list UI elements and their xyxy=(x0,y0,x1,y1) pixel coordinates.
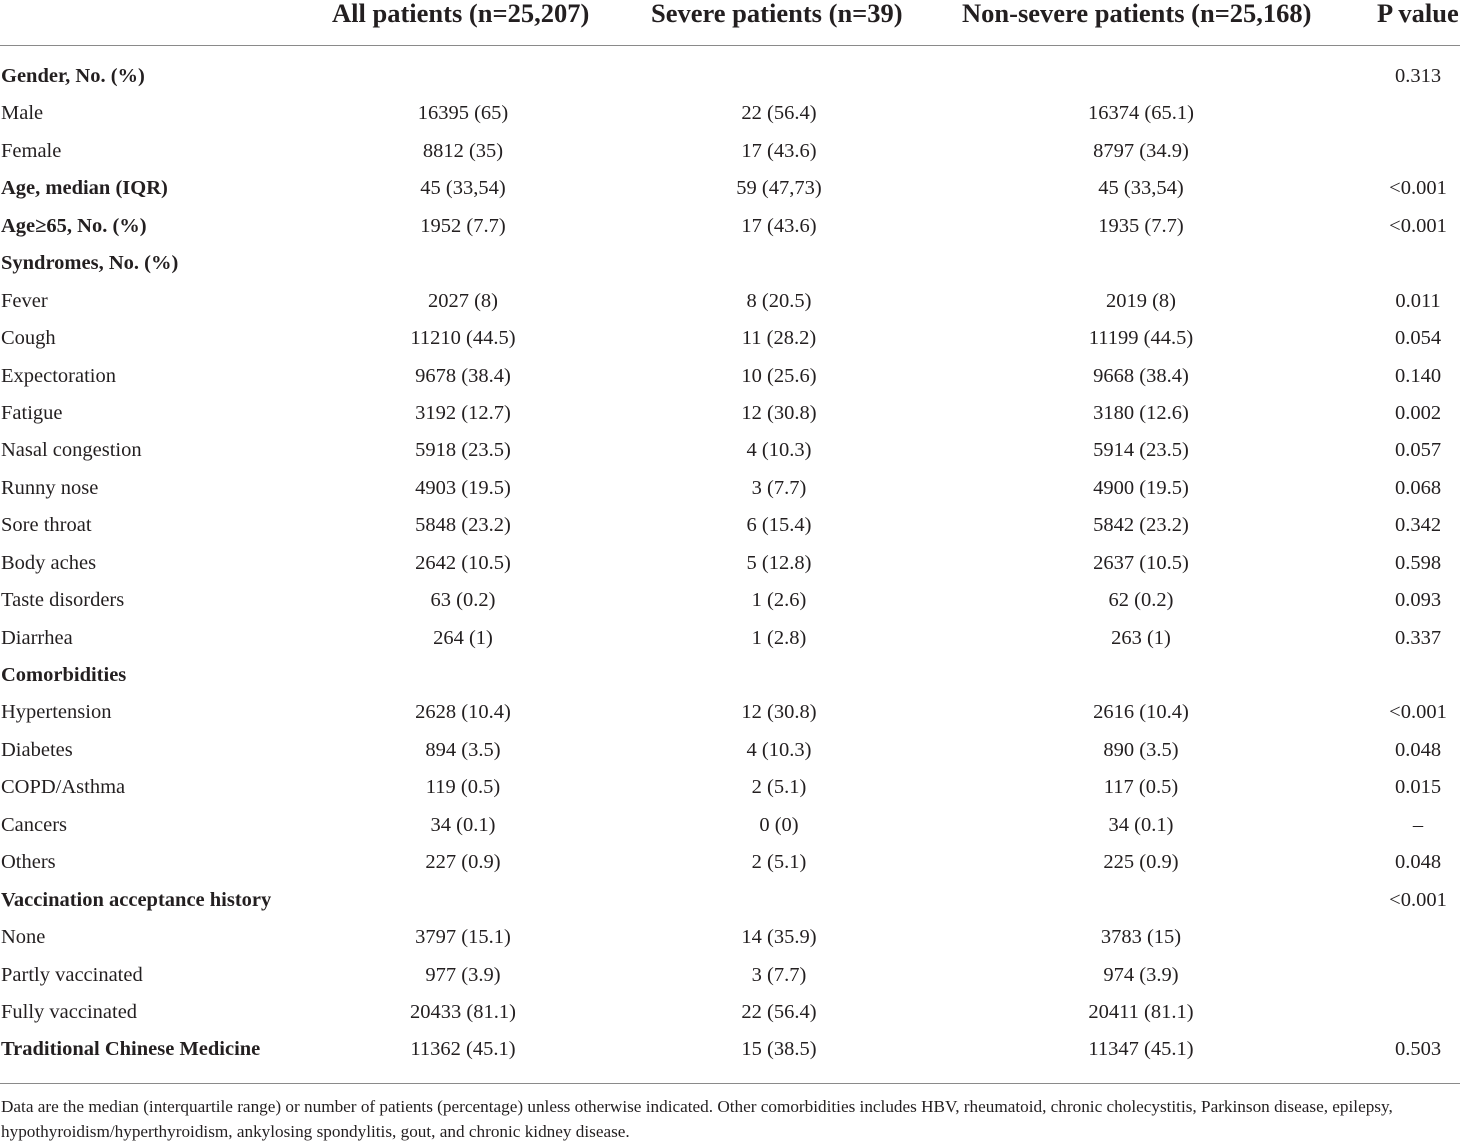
cell-non-severe-patients: 4900 (19.5) xyxy=(1093,476,1189,499)
cell-severe-patients: 22 (56.4) xyxy=(741,1000,817,1023)
cell-severe-patients: 59 (47,73) xyxy=(736,177,822,200)
cell-all-patients: 3192 (12.7) xyxy=(415,401,511,424)
table-row xyxy=(0,170,1460,207)
table-row xyxy=(0,133,1460,170)
row-label: Female xyxy=(1,139,62,162)
table-row xyxy=(0,919,1460,956)
row-label: Male xyxy=(1,102,44,125)
cell-all-patients: 2027 (8) xyxy=(427,289,499,312)
cell-all-patients: 119 (0.5) xyxy=(425,776,501,799)
row-label: Cancers xyxy=(1,813,68,836)
cell-p-value: 0.313 xyxy=(1394,65,1442,87)
cell-severe-patients: 4 (10.3) xyxy=(746,439,812,462)
row-label: None xyxy=(1,926,46,949)
table-row xyxy=(0,807,1460,844)
cell-p-value: 0.342 xyxy=(1394,514,1442,537)
row-label: Sore throat xyxy=(1,514,92,537)
cell-non-severe-patients: 2616 (10.4) xyxy=(1093,701,1189,724)
cell-p-value: 0.093 xyxy=(1394,589,1442,612)
cell-severe-patients: 14 (35.9) xyxy=(741,926,817,949)
cell-non-severe-patients: 62 (0.2) xyxy=(1108,589,1174,612)
row-label: Expectoration xyxy=(1,364,116,387)
row-label: Hypertension xyxy=(1,701,112,724)
cell-all-patients: 8812 (35) xyxy=(422,139,504,162)
table-row xyxy=(0,545,1460,582)
row-label: Age≥65, No. (%) xyxy=(1,214,147,237)
cell-non-severe-patients: 3180 (12.6) xyxy=(1093,401,1189,424)
cell-all-patients: 11210 (44.5) xyxy=(410,327,516,350)
row-label: Others xyxy=(1,851,56,874)
cell-p-value: 0.140 xyxy=(1394,364,1442,387)
cell-all-patients: 264 (1) xyxy=(433,626,493,649)
table-header xyxy=(0,0,1460,46)
table-row xyxy=(0,395,1460,432)
cell-severe-patients: 12 (30.8) xyxy=(741,401,817,424)
cell-p-value: 0.048 xyxy=(1394,738,1442,761)
cell-non-severe-patients: 20411 (81.1) xyxy=(1088,1000,1194,1023)
table-footnote: Data are the median (interquartile range) or number of patients (percentage) unless otherwise indicated. Other comorbidities includes HBV, rheumatoid, chronic cholecystitis, Parkinson disease, epilepsy, hypothyroidism/hyperthyroidism, ankylosing spondylitis, gout, and chronic kidney disease. xyxy=(1,1097,1393,1141)
cell-non-severe-patients: 5842 (23.2) xyxy=(1093,514,1189,537)
cell-p-value: 0.002 xyxy=(1394,401,1442,424)
row-label: Body aches xyxy=(1,551,97,574)
cell-all-patients: 9678 (38.4) xyxy=(415,364,511,387)
table-row xyxy=(0,694,1460,731)
row-label: Syndromes, No. (%) xyxy=(1,252,179,275)
cell-non-severe-patients: 34 (0.1) xyxy=(1108,813,1174,836)
cell-all-patients: 63 (0.2) xyxy=(430,589,496,612)
cell-p-value: <0.001 xyxy=(1389,888,1447,911)
cell-non-severe-patients: 11347 (45.1) xyxy=(1088,1038,1194,1061)
cell-severe-patients: 15 (38.5) xyxy=(741,1038,817,1061)
cell-all-patients: 2642 (10.5) xyxy=(415,551,511,574)
table-row xyxy=(0,769,1460,806)
cell-severe-patients: 12 (30.8) xyxy=(741,701,817,724)
cell-all-patients: 45 (33,54) xyxy=(420,177,506,200)
cell-all-patients: 11362 (45.1) xyxy=(410,1038,516,1061)
row-label: Vaccination acceptance history xyxy=(1,888,272,911)
cell-all-patients: 894 (3.5) xyxy=(425,738,501,761)
cell-non-severe-patients: 974 (3.9) xyxy=(1103,963,1179,986)
row-label: Nasal congestion xyxy=(1,439,142,462)
cell-all-patients: 3797 (15.1) xyxy=(415,926,511,949)
cell-severe-patients: 17 (43.6) xyxy=(741,139,817,162)
cell-non-severe-patients: 2019 (8) xyxy=(1105,289,1177,312)
header-divider xyxy=(0,45,1460,46)
row-label: Runny nose xyxy=(1,476,99,499)
cell-all-patients: 5918 (23.5) xyxy=(415,439,511,462)
cell-p-value: 0.337 xyxy=(1394,626,1442,649)
table-row xyxy=(0,1031,1460,1068)
cell-all-patients: 20433 (81.1) xyxy=(410,1000,516,1023)
table-row xyxy=(0,470,1460,507)
cell-non-severe-patients: 117 (0.5) xyxy=(1103,776,1179,799)
cell-p-value: 0.057 xyxy=(1394,439,1442,462)
cell-non-severe-patients: 8797 (34.9) xyxy=(1093,139,1189,162)
cell-non-severe-patients: 263 (1) xyxy=(1111,626,1171,649)
cell-all-patients: 227 (0.9) xyxy=(425,851,501,874)
cell-non-severe-patients: 1935 (7.7) xyxy=(1098,214,1184,237)
row-label: Diabetes xyxy=(1,738,73,761)
table-row xyxy=(0,245,1460,282)
table-row xyxy=(0,882,1460,919)
table-row xyxy=(0,994,1460,1031)
table-row xyxy=(0,283,1460,320)
row-label: Gender, No. (%) xyxy=(1,65,145,87)
table-body xyxy=(0,58,1460,1069)
cell-p-value: – xyxy=(1412,813,1424,836)
cell-non-severe-patients: 9668 (38.4) xyxy=(1093,364,1189,387)
cell-severe-patients: 22 (56.4) xyxy=(741,102,817,125)
cell-all-patients: 977 (3.9) xyxy=(425,963,501,986)
table-row xyxy=(0,732,1460,769)
cell-p-value: <0.001 xyxy=(1389,701,1447,724)
cell-non-severe-patients: 5914 (23.5) xyxy=(1093,439,1189,462)
column-header-all-patients: All patients (n=25,207) xyxy=(332,0,590,28)
column-header-p-value: P value xyxy=(1377,0,1459,28)
cell-p-value: <0.001 xyxy=(1389,214,1447,237)
row-label: Fatigue xyxy=(1,401,63,424)
table-row xyxy=(0,58,1460,95)
cell-p-value: 0.503 xyxy=(1394,1038,1442,1061)
cell-non-severe-patients: 16374 (65.1) xyxy=(1088,102,1194,125)
cell-non-severe-patients: 11199 (44.5) xyxy=(1088,327,1194,350)
table-bottom-divider xyxy=(0,1083,1460,1084)
table-row xyxy=(0,582,1460,619)
cell-severe-patients: 10 (25.6) xyxy=(741,364,817,387)
table-row xyxy=(0,957,1460,994)
row-label: Partly vaccinated xyxy=(1,963,143,986)
cell-all-patients: 16395 (65) xyxy=(417,102,509,125)
table-row xyxy=(0,620,1460,657)
cell-severe-patients: 6 (15.4) xyxy=(746,514,812,537)
cell-non-severe-patients: 2637 (10.5) xyxy=(1093,551,1189,574)
cell-all-patients: 4903 (19.5) xyxy=(415,476,511,499)
table-row xyxy=(0,432,1460,469)
table-row xyxy=(0,95,1460,132)
cell-p-value: 0.011 xyxy=(1395,289,1441,312)
cell-severe-patients: 1 (2.6) xyxy=(751,589,807,612)
table-row xyxy=(0,208,1460,245)
row-label: Fever xyxy=(1,289,48,312)
table-row xyxy=(0,507,1460,544)
row-label: Cough xyxy=(1,327,56,350)
cell-severe-patients: 2 (5.1) xyxy=(751,851,807,874)
cell-severe-patients: 4 (10.3) xyxy=(746,738,812,761)
cell-severe-patients: 5 (12.8) xyxy=(746,551,812,574)
cell-all-patients: 34 (0.1) xyxy=(430,813,496,836)
row-label: Taste disorders xyxy=(1,589,125,612)
table-row xyxy=(0,320,1460,357)
row-label: Diarrhea xyxy=(1,626,73,649)
cell-p-value: 0.054 xyxy=(1394,327,1442,350)
cell-severe-patients: 0 (0) xyxy=(759,813,799,836)
cell-severe-patients: 17 (43.6) xyxy=(741,214,817,237)
cell-severe-patients: 1 (2.8) xyxy=(751,626,807,649)
row-label: Comorbidities xyxy=(1,664,127,686)
cell-all-patients: 2628 (10.4) xyxy=(415,701,511,724)
row-label: COPD/Asthma xyxy=(1,776,126,799)
cell-p-value: 0.598 xyxy=(1394,551,1442,574)
cell-severe-patients: 2 (5.1) xyxy=(751,776,807,799)
row-label: Fully vaccinated xyxy=(1,1000,138,1023)
cell-severe-patients: 3 (7.7) xyxy=(751,963,807,986)
cell-non-severe-patients: 3783 (15) xyxy=(1100,926,1182,949)
cell-non-severe-patients: 225 (0.9) xyxy=(1103,851,1179,874)
cell-p-value: 0.068 xyxy=(1394,476,1442,499)
cell-non-severe-patients: 45 (33,54) xyxy=(1098,177,1184,200)
row-label: Traditional Chinese Medicine xyxy=(1,1038,261,1061)
cell-severe-patients: 8 (20.5) xyxy=(746,289,812,312)
cell-all-patients: 1952 (7.7) xyxy=(420,214,506,237)
table-row xyxy=(0,358,1460,395)
cell-all-patients: 5848 (23.2) xyxy=(415,514,511,537)
table-row xyxy=(0,844,1460,881)
cell-p-value: 0.048 xyxy=(1394,851,1442,874)
column-header-non-severe-patients: Non-severe patients (n=25,168) xyxy=(962,0,1312,28)
row-label: Age, median (IQR) xyxy=(1,177,168,200)
column-header-severe-patients: Severe patients (n=39) xyxy=(651,0,903,28)
cell-severe-patients: 11 (28.2) xyxy=(741,327,817,350)
cell-non-severe-patients: 890 (3.5) xyxy=(1103,738,1179,761)
cell-severe-patients: 3 (7.7) xyxy=(751,476,807,499)
table-row xyxy=(0,657,1460,694)
cell-p-value: 0.015 xyxy=(1394,776,1442,799)
cell-p-value: <0.001 xyxy=(1389,177,1447,200)
